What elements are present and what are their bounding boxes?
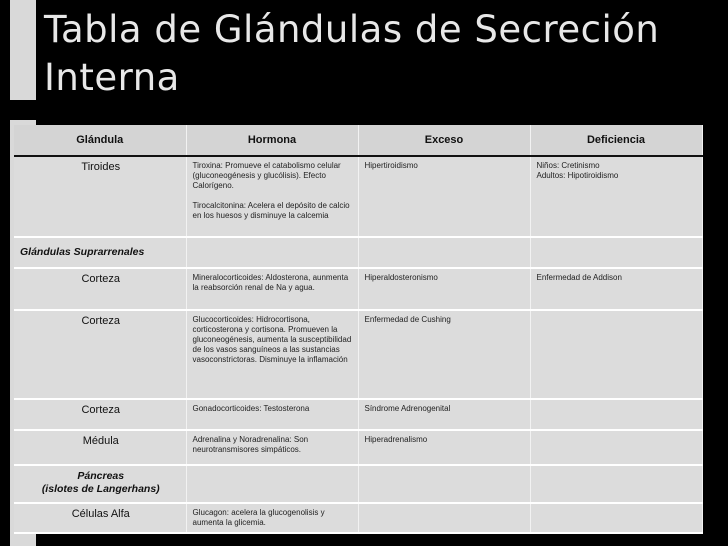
hormone-cell: Adrenalina y Noradrenalina: Son neurotransmisores simpáticos. — [186, 430, 358, 465]
deficiency-cell: Niños: Cretinismo Adultos: Hipotiroidismo — [530, 156, 702, 237]
gland-cell: Corteza — [14, 268, 186, 310]
hormone-cell: Glucagon: acelera la glucogenolisis y aumenta la glicemia. — [186, 503, 358, 533]
excess-cell: Hipertiroidismo — [358, 156, 530, 237]
section-row — [14, 465, 702, 503]
table-row — [14, 430, 702, 465]
section-label: Páncreas (islotes de Langerhans) — [14, 465, 186, 503]
gland-cell: Tiroides — [14, 156, 186, 237]
excess-cell: Síndrome Adrenogenital — [358, 399, 530, 430]
excess-cell — [358, 503, 530, 533]
hormone-cell: Mineralocorticoides: Aldosterona, aunmenta la reabsorción renal de Na y agua. — [186, 268, 358, 310]
excess-cell: Hiperaldosteronismo — [358, 268, 530, 310]
left-accent-bar-top — [10, 0, 36, 100]
column-header-gland: Glándula — [14, 125, 186, 156]
table-row — [14, 503, 702, 533]
glands-table — [14, 125, 703, 534]
deficiency-cell — [530, 430, 702, 465]
table-row — [14, 268, 702, 310]
deficiency-cell — [530, 310, 702, 399]
deficiency-cell — [530, 503, 702, 533]
gland-cell: Corteza — [14, 399, 186, 430]
excess-cell: Enfermedad de Cushing — [358, 310, 530, 399]
column-header-deficiency: Deficiencia — [530, 125, 702, 156]
deficiency-cell — [530, 399, 702, 430]
gland-cell: Células Alfa — [14, 503, 186, 533]
gland-cell: Médula — [14, 430, 186, 465]
section-label: Glándulas Suprarrenales — [14, 237, 186, 268]
table-row — [14, 399, 702, 430]
hormone-cell: Gonadocorticoides: Testosterona — [186, 399, 358, 430]
table-row — [14, 310, 702, 399]
gland-cell: Corteza — [14, 310, 186, 399]
column-header-hormone: Hormona — [186, 125, 358, 156]
page-title: Tabla de Glándulas de Secreción Interna — [44, 8, 660, 99]
table-row — [14, 156, 702, 237]
hormone-cell: Tiroxina: Promueve el catabolismo celular (gluconeogénesis y glucólisis). Efecto Calorígeno. Tirocalcitonina: Acelera el depósito de calcio en los huesos y disminuye la calcemia — [186, 156, 358, 237]
excess-cell: Hiperadrenalismo — [358, 430, 530, 465]
section-row — [14, 237, 702, 268]
table-header-row — [14, 125, 702, 156]
hormone-cell: Glucocorticoides: Hidrocortisona, corticosterona y cortisona. Promueven la gluconeogénesis, aumenta la susceptibilidad de los vasos sanguíneos a las sustancias vasoconstrictoras. Disminuye la inflamación — [186, 310, 358, 399]
column-header-excess: Exceso — [358, 125, 530, 156]
deficiency-cell: Enfermedad de Addison — [530, 268, 702, 310]
